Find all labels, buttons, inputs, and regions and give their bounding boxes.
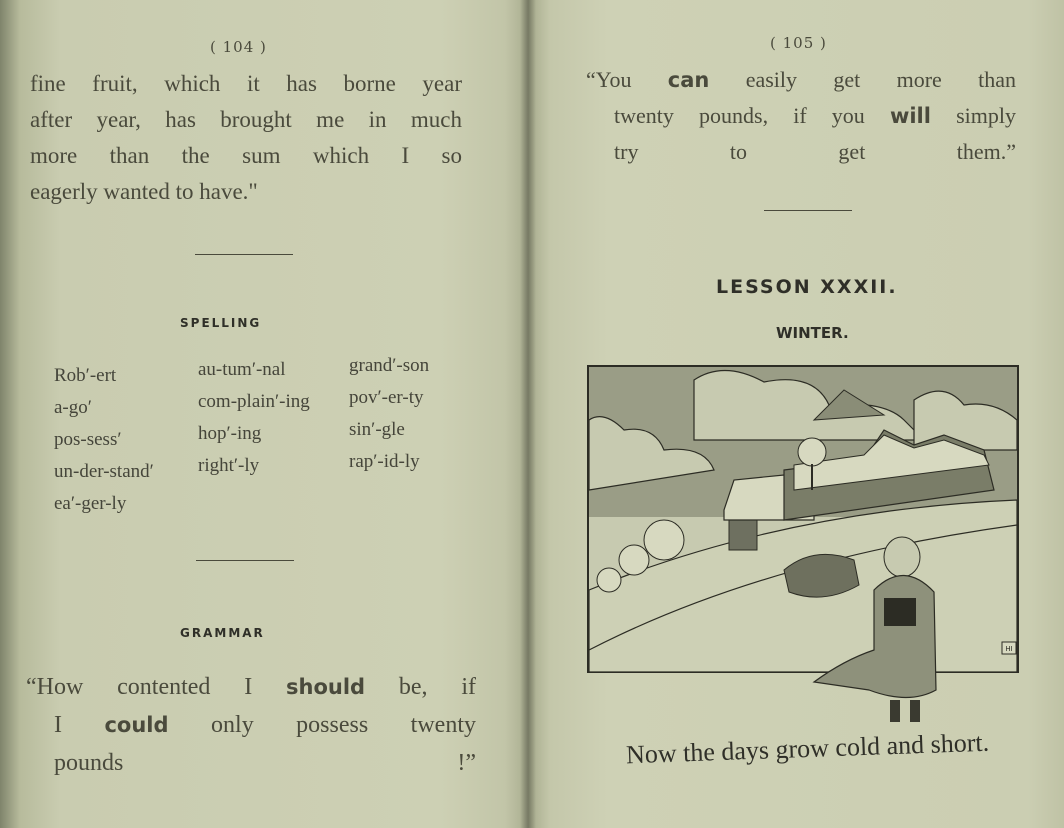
paragraph-line: more than the sum which I so [30,143,462,168]
quote-paragraph [586,62,1016,169]
artist-monogram-text: HI [1005,645,1013,653]
quote-text: be, if [365,674,476,700]
spelling-word: sin′-gle [349,419,405,440]
grammar-quote [26,668,476,782]
spelling-column-3 [349,350,429,478]
spelling-word: Rob′-ert [54,365,117,386]
section-divider [764,210,852,211]
quote-emphasis: could [104,713,169,737]
quote-line [586,62,1016,98]
spelling-word: pov′-er-ty [349,387,424,408]
quote-text: “How contented I [26,674,287,700]
child-leg [890,700,900,722]
winter-illustration [584,360,1030,736]
quote-text: simply [930,103,1016,128]
spelling-column-2 [198,354,310,482]
continued-paragraph [30,66,462,210]
child-leg [910,700,920,722]
quote-emphasis: should [286,675,366,699]
quote-line [26,706,476,744]
lesson-subtitle: WINTER. [776,324,849,342]
paragraph-line: eagerly wanted to have." [30,179,258,204]
quote-emphasis: will [889,104,931,128]
page-number-right: ( 105 ) [770,34,827,52]
spelling-word: rap′-id-ly [349,451,420,472]
quote-text: twenty pounds, if you [614,103,890,128]
spelling-column-1 [54,360,154,520]
paragraph-line: fine fruit, which it has borne year [30,71,462,96]
left-page [0,0,528,828]
right-page [528,0,1064,828]
section-divider [196,560,294,561]
spelling-heading: SPELLING [180,316,262,330]
spelling-word: un-der-stand′ [54,461,154,482]
paragraph-line: after year, has brought me in much [30,107,462,132]
section-divider [195,254,293,255]
spelling-word: au-tum′-nal [198,359,286,380]
quote-line: pounds !” [54,750,476,776]
page-number-left: ( 104 ) [210,38,267,56]
spelling-word: a-go′ [54,397,92,418]
grammar-heading: GRAMMAR [180,626,265,640]
quote-line [26,668,476,706]
snowy-tree [798,438,826,466]
snowy-bush [619,545,649,575]
spelling-word: right′-ly [198,455,260,476]
child-head [884,537,920,577]
spelling-word: hop′-ing [198,423,262,444]
book-gutter [520,0,536,828]
muff [884,598,916,626]
snowy-bush [597,568,621,592]
illustration-caption: Now the days grow cold and short. [625,727,990,770]
lesson-title: LESSON XXXII. [716,276,898,298]
quote-text: easily get more than [709,67,1016,92]
quote-line: try to get them.” [614,139,1016,164]
spelling-word: com-plain′-ing [198,391,310,412]
quote-text: I [54,712,105,738]
spelling-word: ea′-ger-ly [54,493,127,514]
quote-line [586,98,1016,134]
snowy-bush [644,520,684,560]
quote-emphasis: can [667,68,710,92]
spelling-word: grand′-son [349,355,430,376]
quote-text: “You [586,67,668,92]
quote-text: only possess twenty [168,712,476,738]
spelling-word: pos-sess′ [54,429,122,450]
